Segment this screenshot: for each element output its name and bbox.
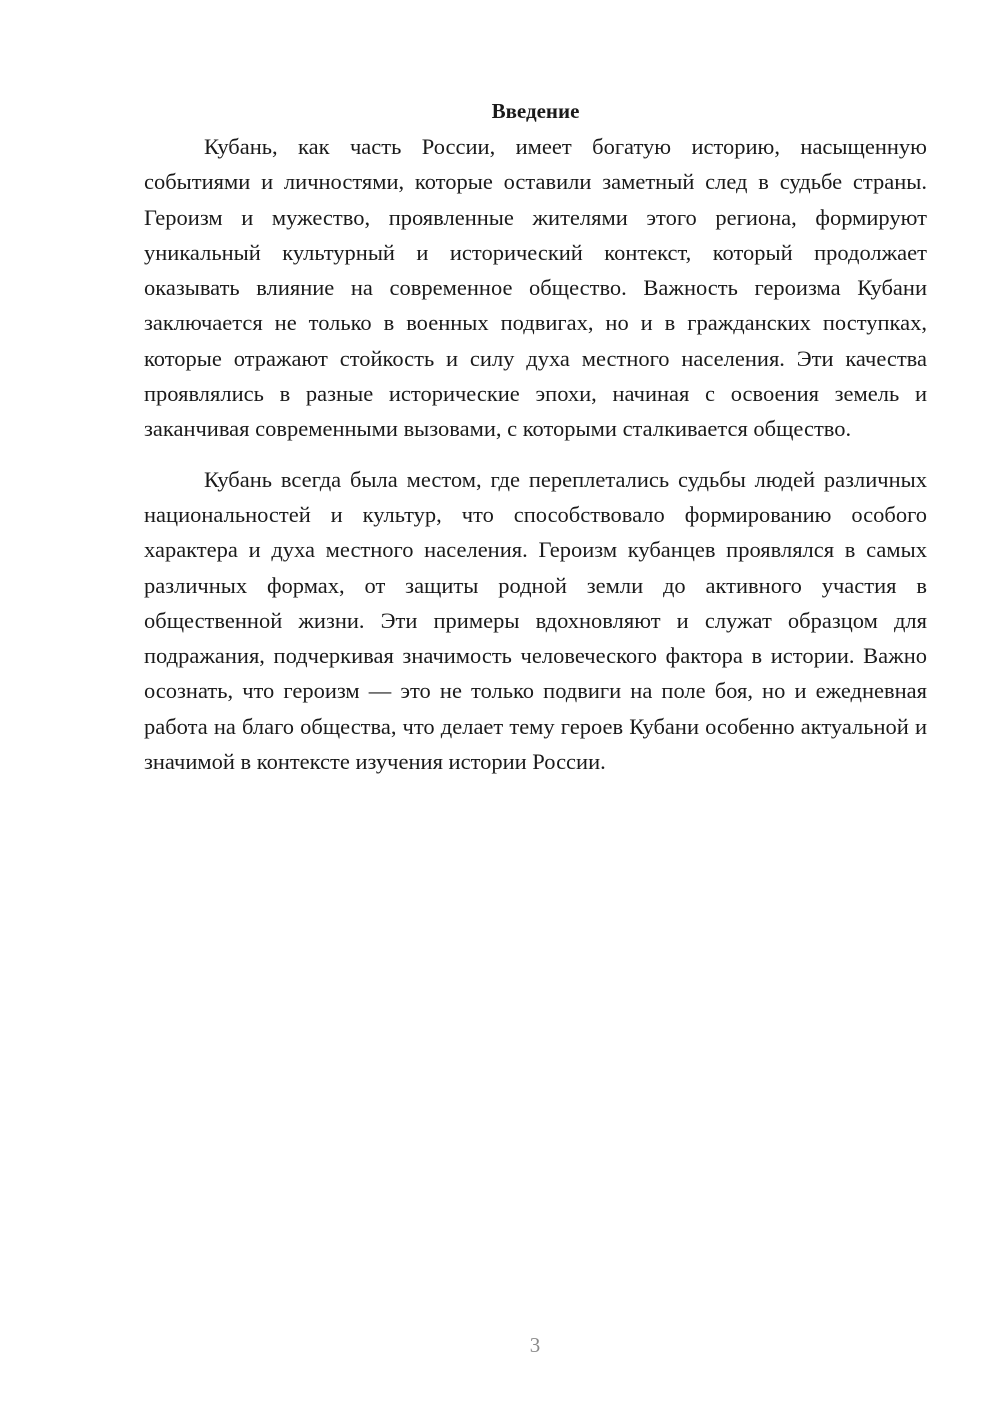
page-content bbox=[144, 95, 927, 779]
paragraph-2: Кубань всегда была местом, где переплетались судьбы людей различных национальностей и культур, что способствовало формированию особого характера и духа местного населения. Героизм кубанцев проявлялся в самых различных формах, от защиты родной земли до активного участия в общественной жизни. Эти примеры вдохновляют и служат образцом для подражания, подчеркивая значимость человеческого фактора в истории. Важно осознать, что героизм — это не только подвиги на поле боя, но и ежедневная работа на благо общества, что делает тему героев Кубани особенно актуальной и значимой в контексте изучения истории России. bbox=[144, 466, 927, 775]
paragraph-1: Кубань, как часть России, имеет богатую историю, насыщенную событиями и личностями, которые оставили заметный след в судьбе страны. Героизм и мужество, проявленные жителями этого региона, формируют уникальный культурный и исторический контекст, который продолжает оказывать влияние на современное общество. Важность героизма Кубани заключается не только в военных подвигах, но и в гражданских поступках, которые отражают стойкость и силу духа местного населения. Эти качества проявлялись в разные исторические эпохи, начиная с освоения земель и заканчивая современными вызовами, с которыми сталкивается общество. bbox=[144, 134, 927, 442]
section-heading: Введение bbox=[491, 99, 580, 123]
page-number: 3 bbox=[529, 1333, 541, 1357]
